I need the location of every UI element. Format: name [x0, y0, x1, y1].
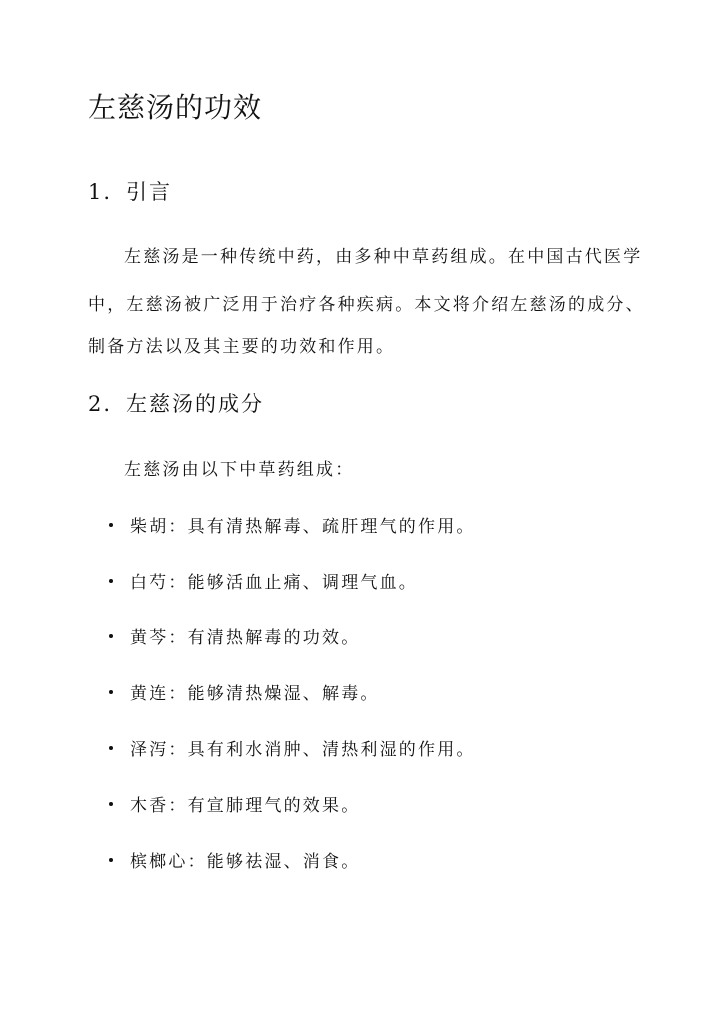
section-title: 左慈汤的成分: [126, 392, 264, 416]
section-number: 1.: [88, 180, 113, 204]
section-heading-ingredients: [88, 388, 264, 418]
section-heading-introduction: [88, 176, 172, 206]
ingredients-intro: 左慈汤由以下中草药组成：: [124, 460, 355, 480]
section-title: 引言: [126, 180, 172, 204]
bullet-icon: [109, 690, 113, 694]
bullet-icon: [109, 523, 113, 527]
bullet-icon: [109, 746, 113, 750]
intro-paragraph-line: 左慈汤是一种传统中药，由多种中草药组成。在中国古代医学: [124, 247, 643, 267]
bullet-icon: [109, 579, 113, 583]
list-item-text: 柴胡：具有清热解毒、疏肝理气的作用。: [130, 517, 476, 537]
list-item-text: 黄连：能够清热燥湿、解毒。: [130, 684, 380, 704]
section-number: 2.: [88, 392, 113, 416]
bullet-icon: [109, 634, 113, 638]
list-item-text: 木香：有宣肺理气的效果。: [130, 796, 361, 816]
bullet-icon: [109, 802, 113, 806]
list-item-text: 槟榔心：能够祛湿、消食。: [130, 852, 361, 872]
intro-paragraph-line: 制备方法以及其主要的功效和作用。: [88, 337, 396, 357]
intro-paragraph-line: 中，左慈汤被广泛用于治疗各种疾病。本文将介绍左慈汤的成分、: [88, 295, 645, 315]
bullet-icon: [109, 858, 113, 862]
list-item-text: 泽泻：具有利水消肿、清热利湿的作用。: [130, 740, 476, 760]
list-item-text: 白芍：能够活血止痛、调理气血。: [130, 573, 418, 593]
list-item-text: 黄芩：有清热解毒的功效。: [130, 628, 361, 648]
document-title: 左慈汤的功效: [88, 91, 263, 124]
